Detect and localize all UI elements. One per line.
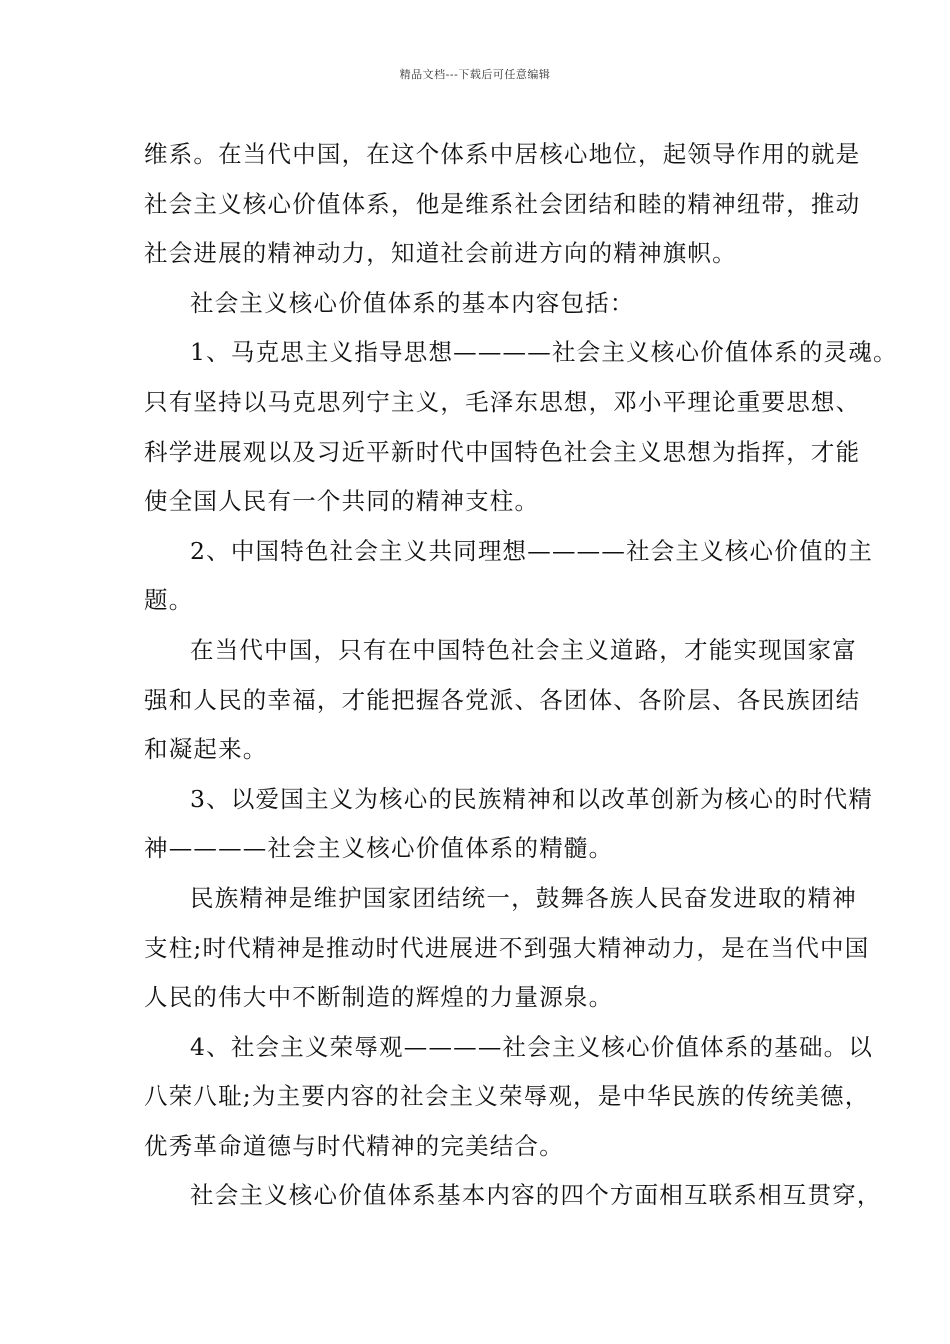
- text-line: 使全国人民有一个共同的精神支柱。: [144, 487, 540, 516]
- page-header: 精品文档---下载后可任意编辑: [399, 68, 551, 81]
- text-line: 社会进展的精神动力，知道社会前进方向的精神旗帜。: [144, 239, 737, 268]
- text-line: 1、马克思主义指导思想————社会主义核心价值体系的灵魂。: [190, 338, 898, 367]
- text-line: 支柱;时代精神是推动时代进展进不到强大精神动力，是在当代中国: [144, 933, 870, 962]
- text-line: 2、中国特色社会主义共同理想————社会主义核心价值的主: [190, 536, 874, 565]
- text-line: 神————社会主义核心价值体系的精髓。: [144, 834, 614, 863]
- text-line: 科学进展观以及习近平新时代中国特色社会主义思想为指挥，才能: [144, 437, 861, 466]
- text-line: 维系。在当代中国，在这个体系中居核心地位，起领导作用的就是: [144, 140, 861, 168]
- text-line: 3、以爱国主义为核心的民族精神和以改革创新为核心的时代精: [190, 784, 874, 813]
- text-line: 社会主义核心价值体系基本内容的四个方面相互联系相互贯穿，: [190, 1181, 882, 1210]
- text-line: 优秀革命道德与时代精神的完美结合。: [144, 1131, 564, 1160]
- text-line: 和凝起来。: [144, 735, 268, 764]
- text-line: 4、社会主义荣辱观————社会主义核心价值体系的基础。以: [190, 1032, 874, 1061]
- text-line: 八荣八耻;为主要内容的社会主义荣辱观，是中华民族的传统美德，: [144, 1082, 870, 1111]
- text-line: 社会主义核心价值体系，他是维系社会团结和睦的精神纽带，推动: [144, 189, 861, 218]
- text-line: 强和人民的幸福，才能把握各党派、各团体、各阶层、各民族团结: [144, 685, 861, 714]
- document-body: [144, 130, 898, 1221]
- text-line: 在当代中国，只有在中国特色社会主义道路，才能实现国家富: [190, 635, 857, 664]
- text-line: 民族精神是维护国家团结统一，鼓舞各族人民奋发进取的精神: [190, 883, 857, 912]
- text-line: 题。: [144, 586, 194, 615]
- text-line: 人民的伟大中不断制造的辉煌的力量源泉。: [144, 983, 614, 1012]
- text-line: 社会主义核心价值体系的基本内容包括：: [190, 288, 635, 317]
- text-line: 只有坚持以马克思列宁主义，毛泽东思想，邓小平理论重要思想、: [144, 387, 861, 416]
